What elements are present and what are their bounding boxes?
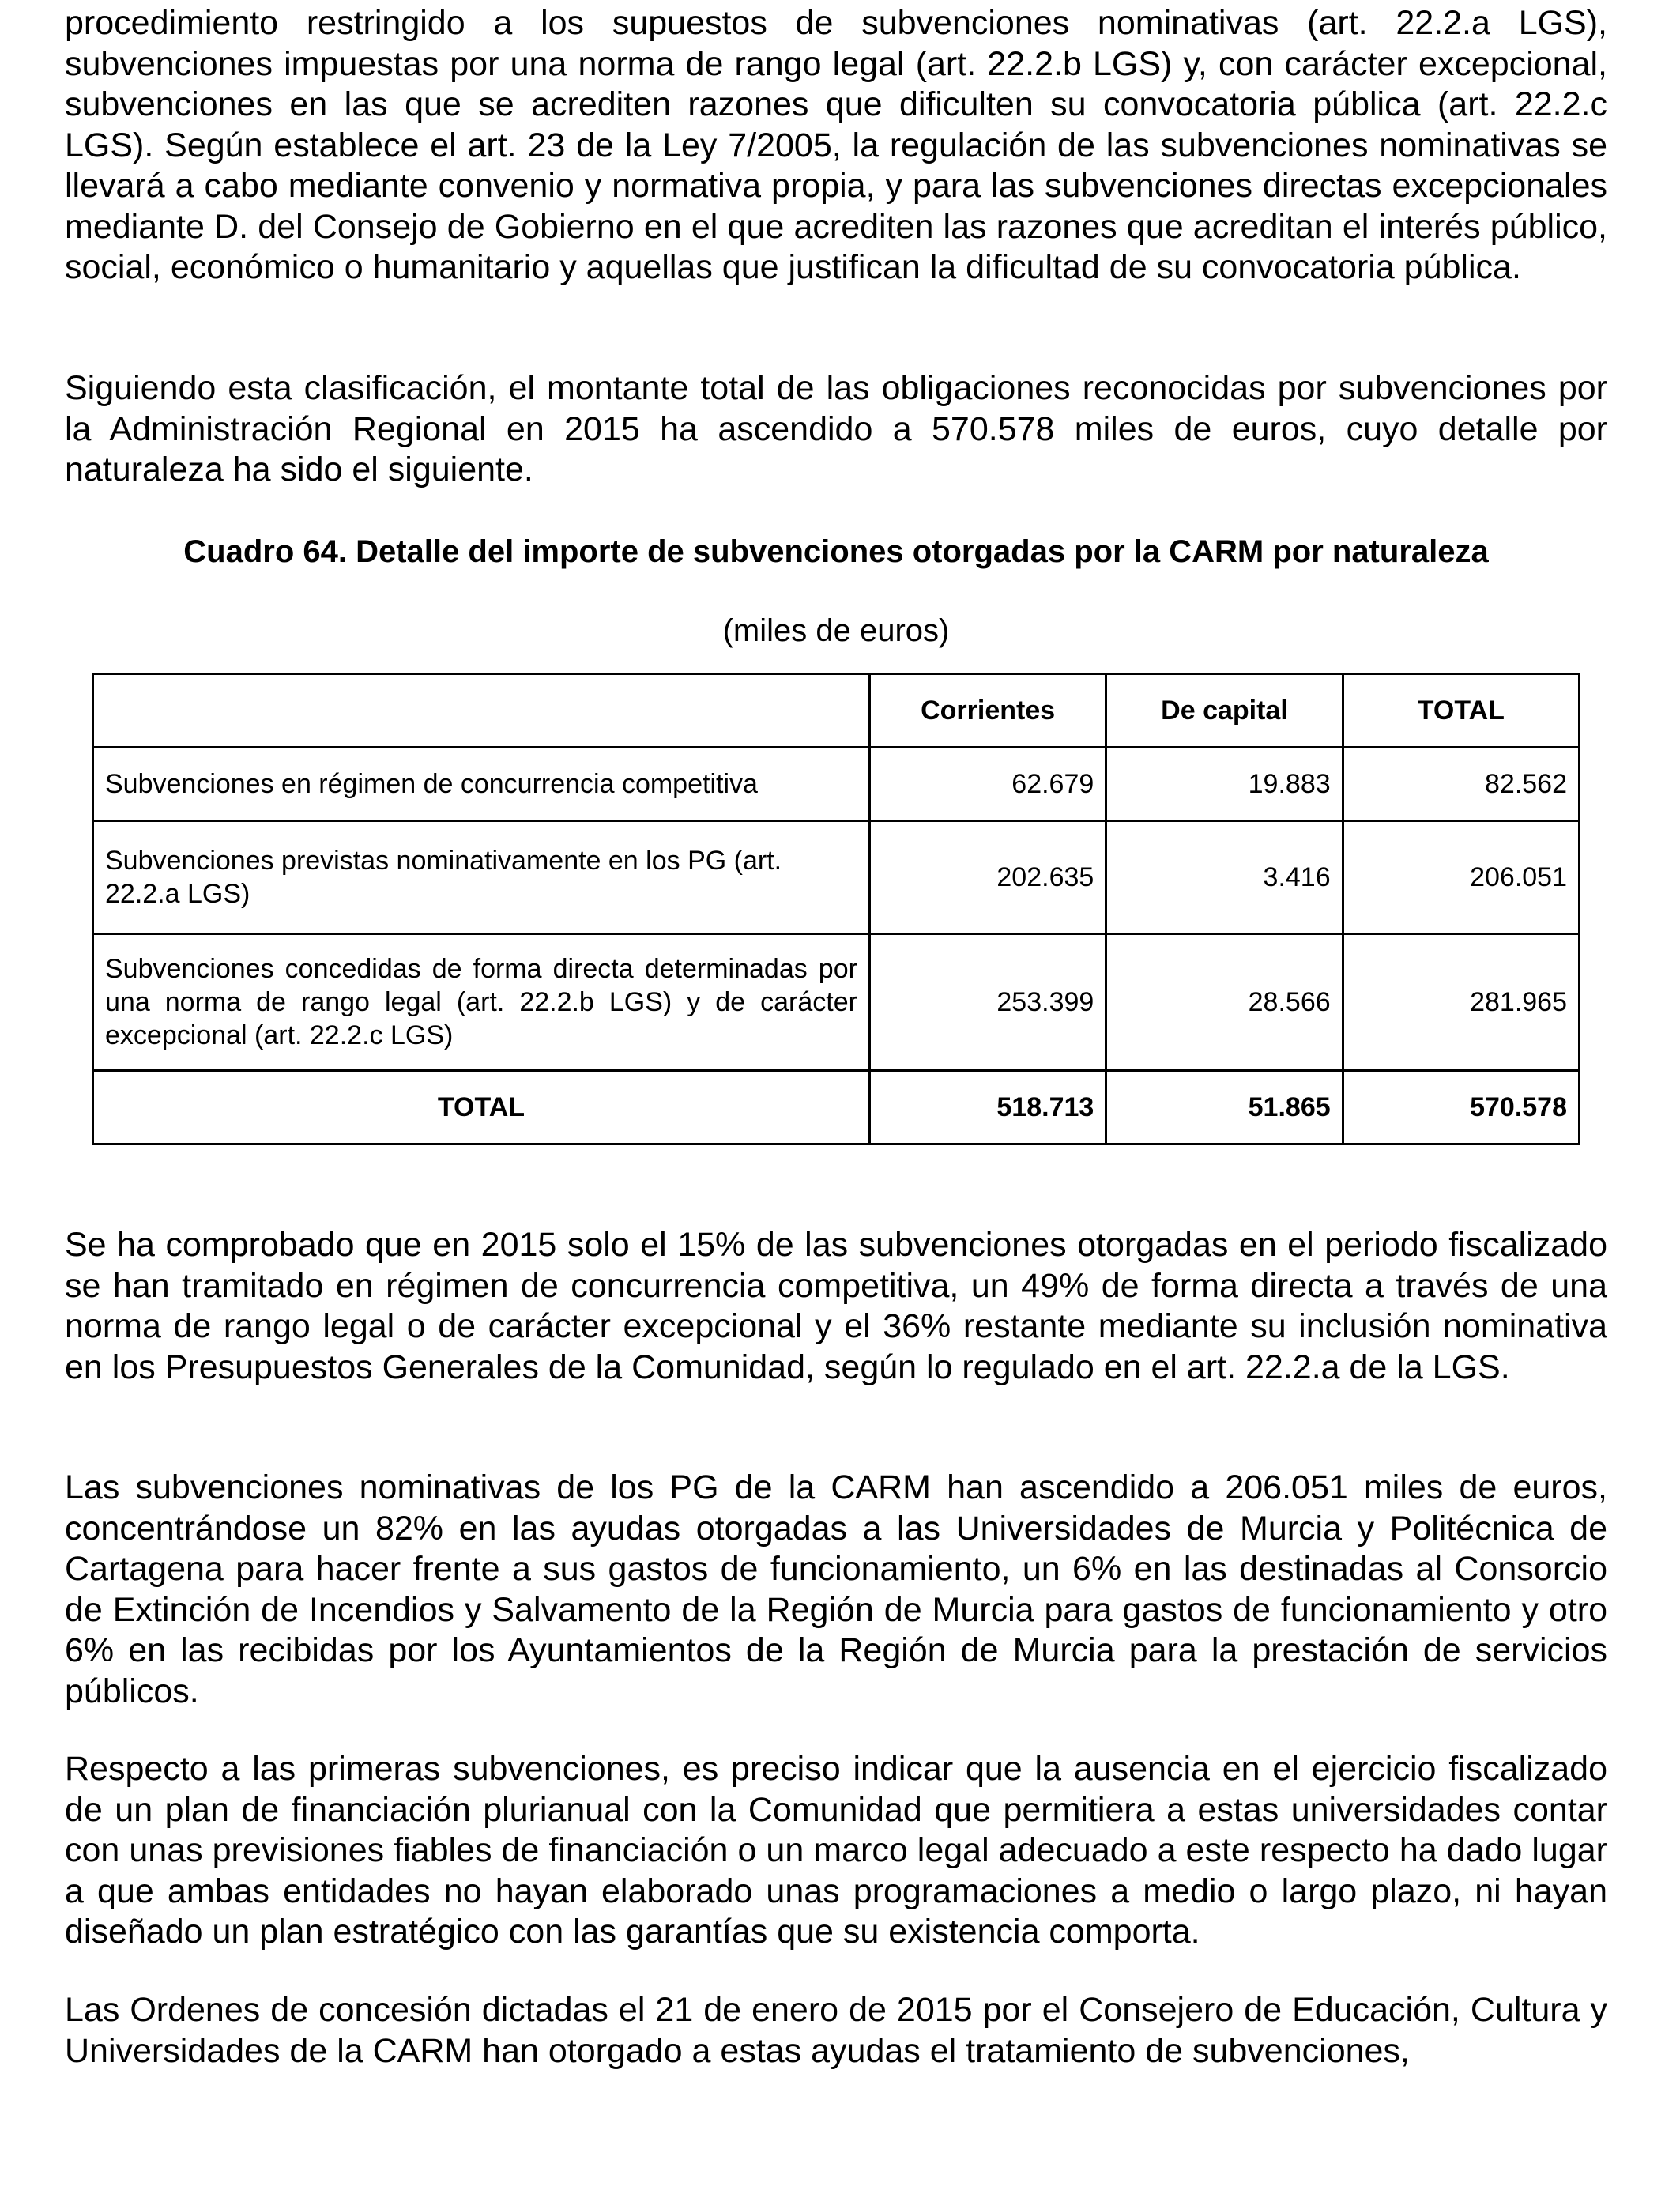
cell-corrientes: 62.679 — [869, 748, 1106, 821]
paragraph-universidades: Respecto a las primeras subvenciones, es preciso indicar que la ausencia en el ejercicio fiscalizado de un plan de financiación plurianual con la Comunidad que permitiera a estas universidades contar con unas previsiones fiables de financiación o un marco legal adecuado a este respecto ha dado lugar a que ambas entidades no hayan elaborado unas programaciones a medio o largo plazo, ni hayan diseñado un plan estratégico con las garantías que su existencia comporta. — [65, 1750, 1607, 1951]
total-de-capital: 51.865 — [1106, 1071, 1343, 1144]
table-row — [93, 934, 1580, 1071]
cell-de-capital: 3.416 — [1106, 821, 1343, 934]
paragraph-nominativas: Las subvenciones nominativas de los PG de la CARM han ascendido a 206.051 miles de euros, concentrándose un 82% en las ayudas otorgadas a las Universidades de Murcia y Politécnica de Cartagena para hacer frente a sus gastos de funcionamiento, un 6% en las destinadas al Consorcio de Extinción de Incendios y Salvamento de la Región de Murcia para gastos de funcionamiento y otro 6% en las recibidas por los Ayuntamientos de la Región de Murcia para la prestación de servicios públicos. — [65, 1468, 1607, 1710]
cell-total: 281.965 — [1343, 934, 1579, 1071]
header-total: TOTAL — [1343, 674, 1579, 748]
cell-corrientes: 202.635 — [869, 821, 1106, 934]
header-empty-cell — [93, 674, 870, 748]
cell-total: 82.562 — [1343, 748, 1579, 821]
row-label: Subvenciones en régimen de concurrencia competitiva — [93, 748, 870, 821]
header-corrientes: Corrientes — [869, 674, 1106, 748]
table-units: (miles de euros) — [722, 613, 950, 648]
subvenciones-table — [92, 673, 1580, 1145]
total-row-label: TOTAL — [93, 1071, 870, 1144]
cell-total: 206.051 — [1343, 821, 1579, 934]
paragraph-porcentajes: Se ha comprobado que en 2015 solo el 15% de las subvenciones otorgadas en el periodo fiscalizado se han tramitado en régimen de concurrencia competitiva, un 49% de forma directa a través de una norma de rango legal o de carácter excepcional y el 36% restante mediante su inclusión nominativa en los Presupuestos Generales de la Comunidad, según lo regulado en el art. 22.2.a de la LGS. — [65, 1226, 1607, 1386]
paragraph-montante-total: Siguiendo esta clasificación, el montante total de las obligaciones reconocidas por subvenciones por la Administración Regional en 2015 ha ascendido a 570.578 miles de euros, cuyo detalle por naturaleza ha sido el siguiente. — [65, 369, 1607, 488]
cell-de-capital: 19.883 — [1106, 748, 1343, 821]
table-caption: Cuadro 64. Detalle del importe de subvenciones otorgadas por la CARM por naturaleza — [183, 534, 1489, 569]
paragraph-ordenes-concesion: Las Ordenes de concesión dictadas el 21 de enero de 2015 por el Consejero de Educación, Cultura y Universidades de la CARM han otorgado a estas ayudas el tratamiento de subvenciones, — [65, 1991, 1607, 2070]
total-corrientes: 518.713 — [869, 1071, 1106, 1144]
header-de-capital: De capital — [1106, 674, 1343, 748]
table-total-row — [93, 1071, 1580, 1144]
table-header-row — [93, 674, 1580, 748]
cell-corrientes: 253.399 — [869, 934, 1106, 1071]
table-row — [93, 821, 1580, 934]
paragraph-subvenciones-directas: procedimiento restringido a los supuestos de subvenciones nominativas (art. 22.2.a LGS), subvenciones impuestas por una norma de rango legal (art. 22.2.b LGS) y, con carácter excepcional, subvenciones en las que se acrediten razones que dificulten su convocatoria pública (art. 22.2.c LGS). Según establece el art. 23 de la Ley 7/2005, la regulación de las subvenciones nominativas se llevará a cabo mediante convenio y normativa propia, y para las subvenciones directas excepcionales mediante D. del Consejo de Gobierno en el que acrediten las razones que acreditan el interés público, social, económico o humanitario y aquellas que justifican la dificultad de su convocatoria pública. — [65, 4, 1607, 286]
row-label: Subvenciones previstas nominativamente en los PG (art. 22.2.a LGS) — [93, 821, 870, 934]
cell-de-capital: 28.566 — [1106, 934, 1343, 1071]
table-row — [93, 748, 1580, 821]
total-total: 570.578 — [1343, 1071, 1579, 1144]
row-label: Subvenciones concedidas de forma directa determinadas por una norma de rango legal (art. 22.2.b LGS) y de carácter excepcional (art. 22.2.c LGS) — [93, 934, 870, 1071]
